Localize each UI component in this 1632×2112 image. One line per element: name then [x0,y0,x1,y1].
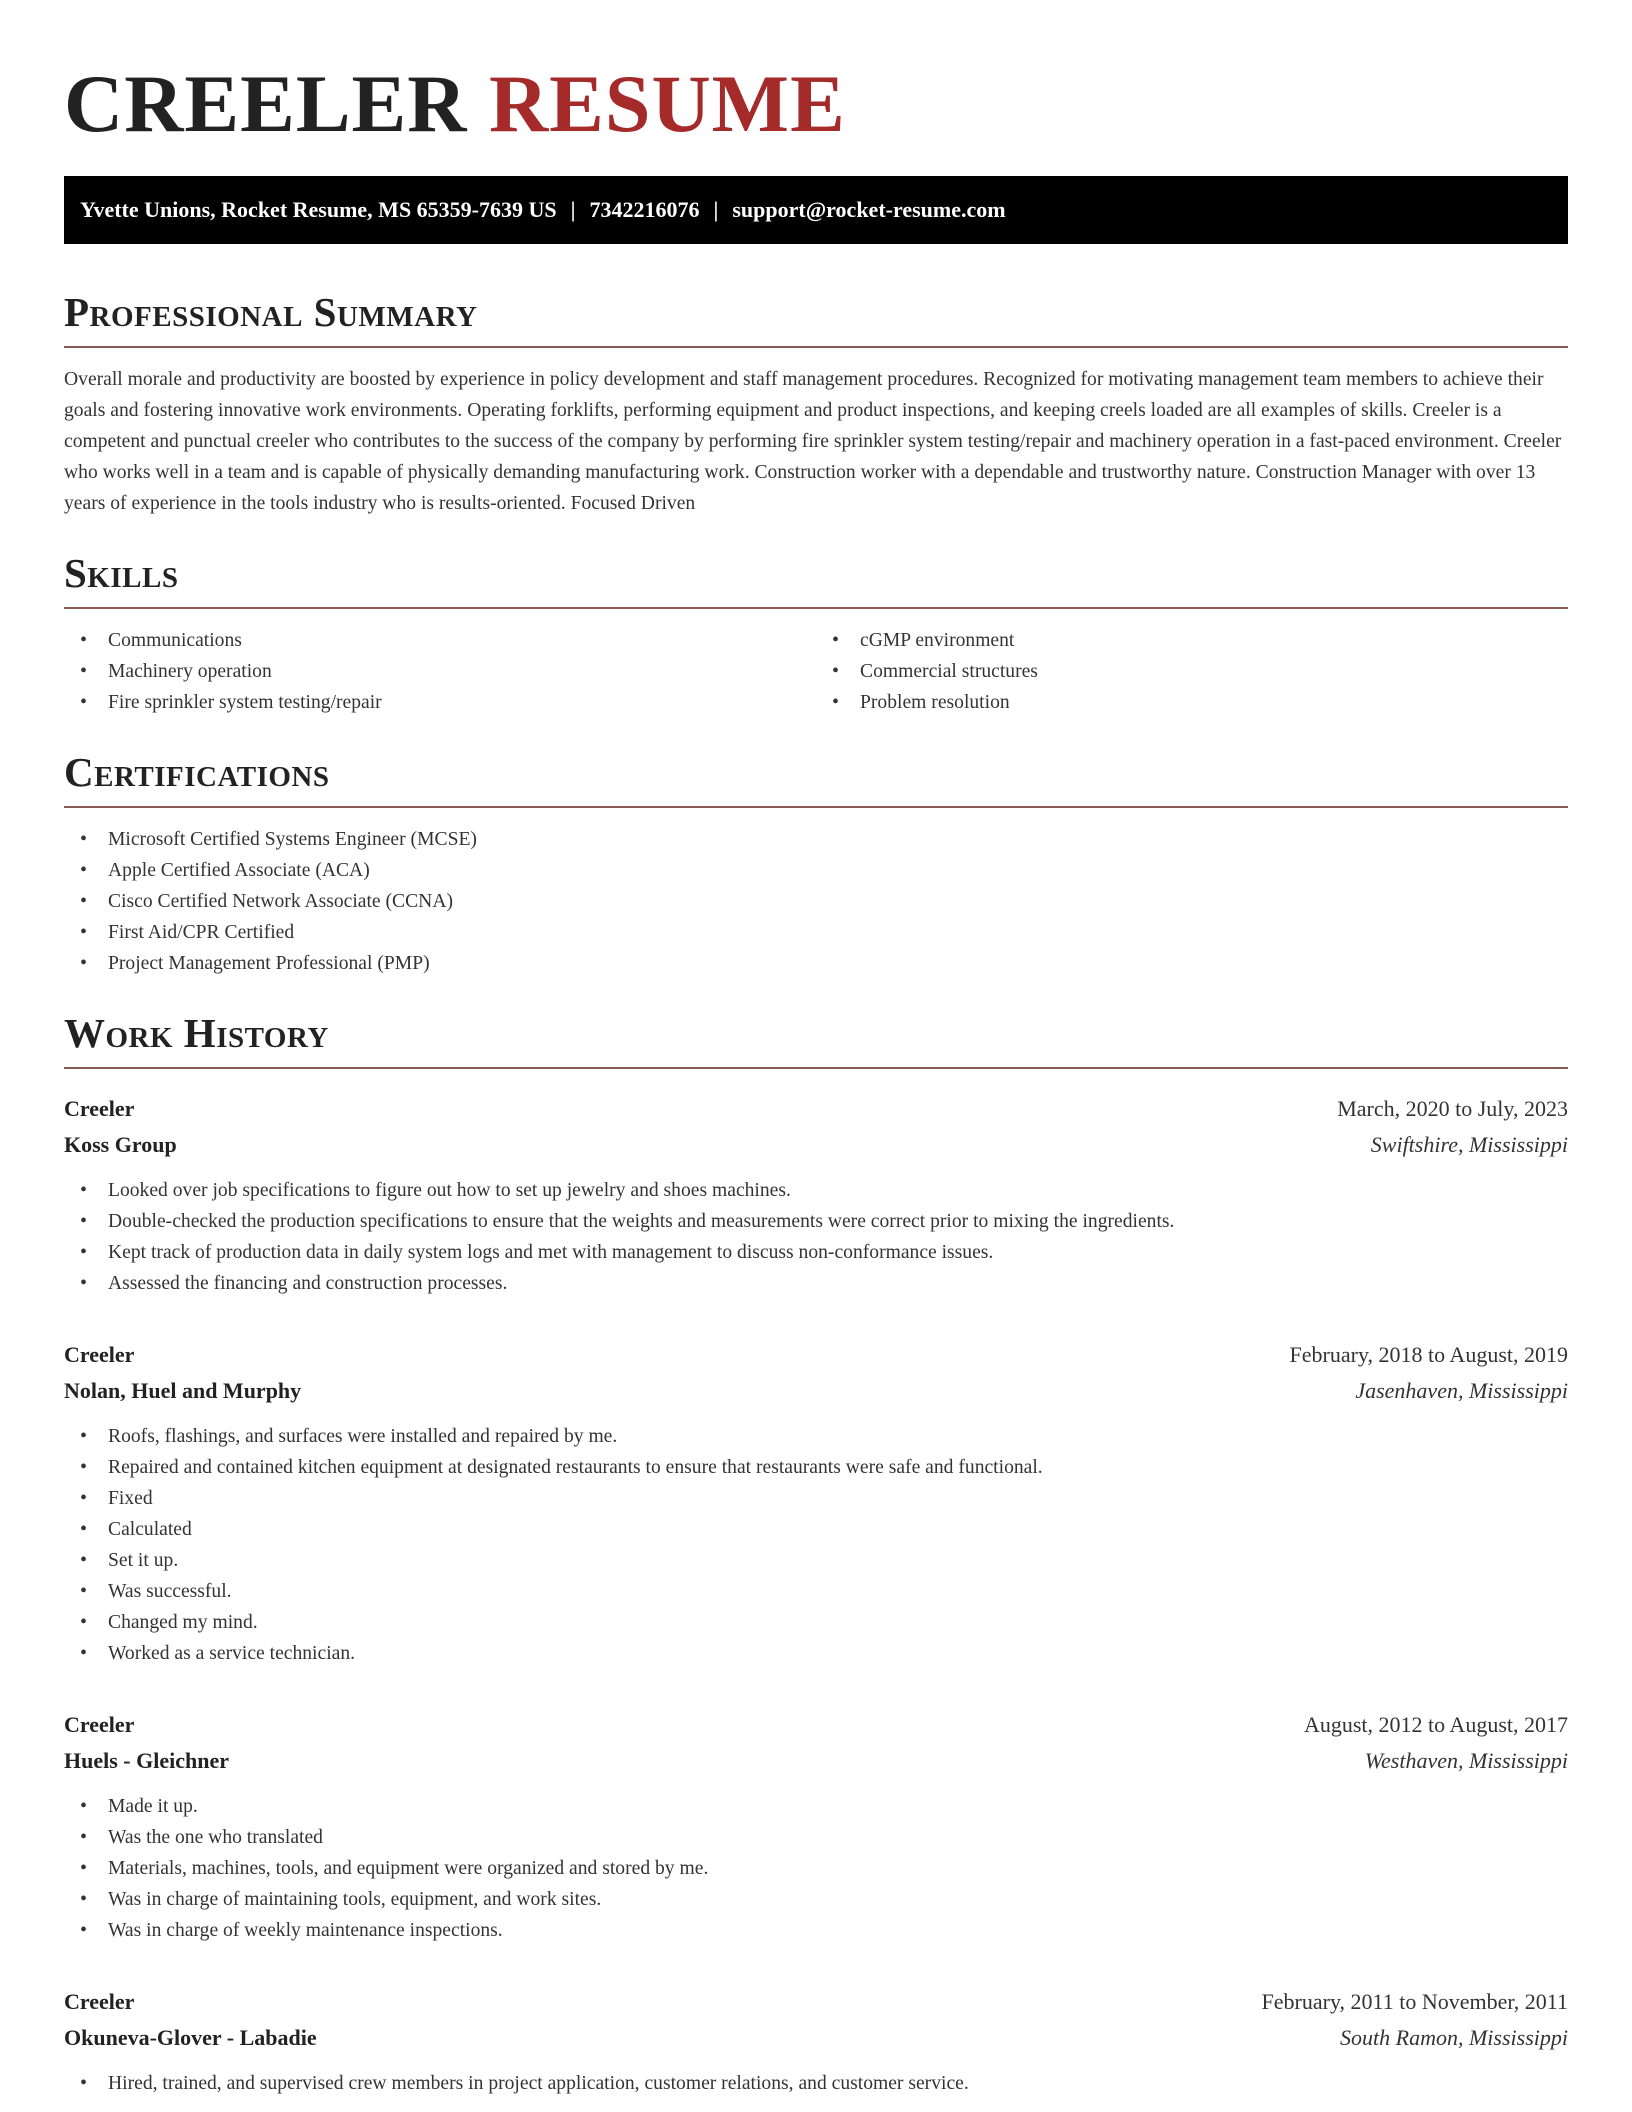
contact-separator: | [570,197,576,222]
certifications-heading: Certifications [64,748,1568,808]
job-bullets [64,1175,1568,1299]
certification-item: • Cisco Certified Network Associate (CCNA) [64,886,1568,917]
work-history-section [64,1009,1568,2099]
job-title: Creeler [64,1712,135,1737]
job-header-row [64,1091,1568,1127]
certification-item: • Project Management Professional (PMP) [64,948,1568,979]
job-bullets [64,1421,1568,1669]
job-dates: August, 2012 to August, 2017 [1303,1712,1568,1737]
job-header-row [64,1984,1568,2020]
job-title: Creeler [64,1342,135,1367]
job-dates: February, 2018 to August, 2019 [1289,1342,1568,1367]
resume-title [64,0,1568,176]
job-company-row [64,2020,1568,2056]
certification-item: • First Aid/CPR Certified [64,917,1568,948]
skill-item: • Fire sprinkler system testing/repair [64,687,816,718]
job-dates: February, 2011 to November, 2011 [1261,1989,1568,2014]
job-entry [64,1984,1568,2099]
summary-text: Overall morale and productivity are boosted by experience in policy development and staff management procedures. Recognized for motivating management team members to achieve their goals and fostering innovative work environments. Operating forklifts, performing equipment and product inspections, and keeping creels loaded are all examples of skills. Creeler is a competent and punctual creeler who contributes to the success of the company by performing fire sprinkler system testing/repair and machinery operation in a fast-paced environment. Creeler who works well in a team and is capable of physically demanding manufacturing work. Construction worker with a dependable and trustworthy nature. Construction Manager with over 13 years of experience in the tools industry who is results-oriented. Focused Driven [64,369,1562,514]
job-bullet: • Worked as a service technician. [64,1638,1568,1669]
job-company: Nolan, Huel and Murphy [64,1378,302,1403]
job-bullet: • Changed my mind. [64,1607,1568,1638]
job-bullet: • Was in charge of maintaining tools, equipment, and work sites. [64,1884,1568,1915]
job-entry [64,1337,1568,1669]
job-company: Huels - Gleichner [64,1748,229,1773]
skills-list-left [64,625,816,718]
job-bullet: • Set it up. [64,1545,1568,1576]
summary-section [64,288,1568,519]
job-bullet: • Kept track of production data in daily system logs and met with management to discuss non-conformance issues. [64,1237,1568,1268]
skill-item: • Commercial structures [816,656,1568,687]
title-name: CREELER [64,58,468,149]
job-title: Creeler [64,1096,135,1121]
job-location: Jasenhaven, Mississippi [1355,1378,1568,1403]
job-bullet: • Repaired and contained kitchen equipment at designated restaurants to ensure that restaurants were safe and functional. [64,1452,1568,1483]
job-company-row [64,1127,1568,1163]
contact-email[interactable]: support@rocket-resume.com [732,197,1006,222]
job-dates: March, 2020 to July, 2023 [1337,1096,1568,1121]
certification-item: • Apple Certified Associate (ACA) [64,855,1568,886]
skill-item: • cGMP environment [816,625,1568,656]
job-company-row [64,1373,1568,1409]
skill-item: • Machinery operation [64,656,816,687]
skills-heading: Skills [64,549,1568,609]
job-header-row [64,1337,1568,1373]
skill-item: • Problem resolution [816,687,1568,718]
job-location: South Ramon, Mississippi [1340,2025,1568,2050]
job-bullet: • Was in charge of weekly maintenance inspections. [64,1915,1568,1946]
certifications-list [64,824,1568,979]
job-entry [64,1091,1568,1299]
job-bullet: • Was the one who translated [64,1822,1568,1853]
job-location: Swiftshire, Mississippi [1370,1132,1568,1157]
job-entry [64,1707,1568,1946]
job-bullet: • Made it up. [64,1791,1568,1822]
job-bullet: • Looked over job specifications to figure out how to set up jewelry and shoes machines. [64,1175,1568,1206]
contact-phone[interactable]: 7342216076 [589,197,700,222]
job-header-row [64,1707,1568,1743]
job-bullet: • Roofs, flashings, and surfaces were installed and repaired by me. [64,1421,1568,1452]
job-bullet: • Calculated [64,1514,1568,1545]
job-bullet: • Hired, trained, and supervised crew members in project application, customer relations, and customer service. [64,2068,1568,2099]
skill-item: • Communications [64,625,816,656]
job-bullet: • Fixed [64,1483,1568,1514]
job-bullet: • Double-checked the production specifications to ensure that the weights and measurements were correct prior to mixing the ingredients. [64,1206,1568,1237]
job-company-row [64,1743,1568,1779]
work-history-heading: Work History [64,1009,1568,1069]
certification-item: • Microsoft Certified Systems Engineer (MCSE) [64,824,1568,855]
contact-separator: | [713,197,719,222]
job-bullets [64,2068,1568,2099]
contact-address: Yvette Unions, Rocket Resume, MS 65359-7639 US [80,197,557,222]
contact-bar [64,176,1568,244]
summary-heading: Professional Summary [64,288,1568,348]
job-location: Westhaven, Mississippi [1364,1748,1568,1773]
job-bullet: • Materials, machines, tools, and equipment were organized and stored by me. [64,1853,1568,1884]
skills-section [64,549,1568,718]
skills-grid [64,609,1568,718]
job-bullet: • Was successful. [64,1576,1568,1607]
job-bullet: • Assessed the financing and construction processes. [64,1268,1568,1299]
job-company: Okuneva-Glover - Labadie [64,2025,317,2050]
job-title: Creeler [64,1989,135,2014]
certifications-section [64,748,1568,979]
job-company: Koss Group [64,1132,177,1157]
title-resume: RESUME [488,58,846,149]
job-bullets [64,1791,1568,1946]
skills-list-right [816,625,1568,718]
